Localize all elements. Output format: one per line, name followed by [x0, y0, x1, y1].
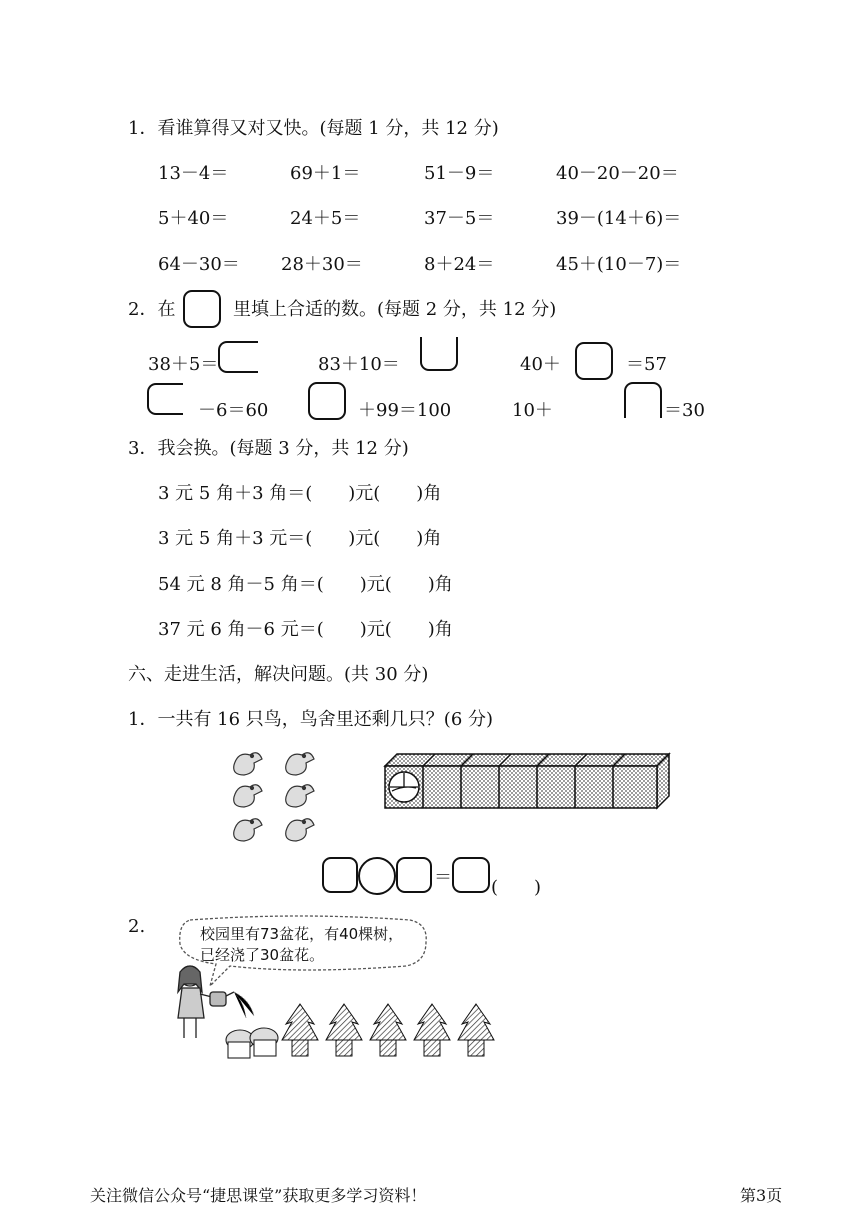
- conversion-problem: 37 元 6 角－6 元＝( )元( )角: [158, 619, 453, 640]
- birds-illustration: [226, 745, 336, 850]
- problem: 64－30＝: [158, 254, 240, 275]
- flower-pots-illustration: [282, 1000, 504, 1062]
- unit-blank[interactable]: ( ): [491, 877, 542, 898]
- birdhouse-illustration: [383, 752, 673, 812]
- page-number: 第3页: [740, 1186, 783, 1205]
- conversion-problem: 3 元 5 角＋3 元＝( )元( )角: [158, 528, 442, 549]
- equation-result-box[interactable]: [452, 857, 490, 893]
- problem: 37－5＝: [424, 208, 495, 229]
- answer-box[interactable]: [575, 342, 613, 380]
- section1-title: 1．看谁算得又对又快。(每题 1 分，共 12 分): [128, 118, 499, 139]
- answer-box[interactable]: [420, 337, 458, 371]
- problem: ＋99＝100: [358, 400, 452, 421]
- problem: 40－20－20＝: [556, 163, 679, 184]
- problem: 51－9＝: [424, 163, 495, 184]
- problem: 28＋30＝: [281, 254, 363, 275]
- problem: 45＋(10－7)＝: [556, 254, 682, 275]
- problem: ＝57: [626, 354, 667, 375]
- problem: 8＋24＝: [424, 254, 495, 275]
- operator-circle[interactable]: [358, 857, 396, 895]
- question1: 1．一共有 16 只鸟，鸟舍里还剩几只？(6 分): [128, 709, 494, 730]
- problem: 13－4＝: [158, 163, 229, 184]
- section3-title: 3．我会换。(每题 3 分，共 12 分): [128, 438, 409, 459]
- problem: 40＋: [520, 354, 561, 375]
- conversion-problem: 3 元 5 角＋3 角＝( )元( )角: [158, 483, 442, 504]
- girl-watering-illustration: [172, 962, 282, 1062]
- footer-note: 关注微信公众号“捷思课堂”获取更多学习资料！: [90, 1186, 427, 1205]
- answer-box[interactable]: [624, 382, 662, 418]
- equals-sign: ＝: [434, 867, 452, 888]
- example-answer-box: [183, 290, 221, 328]
- problem: 39－(14＋6)＝: [556, 208, 682, 229]
- answer-box[interactable]: [308, 382, 346, 420]
- equation-number-box[interactable]: [396, 857, 432, 893]
- section2-title-suffix: 里填上合适的数。(每题 2 分，共 12 分): [233, 299, 557, 320]
- problem: 5＋40＝: [158, 208, 229, 229]
- problem: －6＝60: [198, 400, 269, 421]
- conversion-problem: 54 元 8 角－5 角＝( )元( )角: [158, 574, 453, 595]
- question2-number: 2.: [128, 916, 146, 937]
- section2-title-prefix: 2．在: [128, 299, 176, 320]
- answer-box[interactable]: [147, 383, 183, 415]
- answer-box[interactable]: [218, 341, 258, 373]
- equation-number-box[interactable]: [322, 857, 358, 893]
- problem: 83＋10＝: [318, 354, 400, 375]
- bubble-text-line1: 校园里有73盆花，有40棵树，: [200, 925, 404, 943]
- problem: 10＋: [512, 400, 553, 421]
- part6-title: 六、走进生活，解决问题。(共 30 分): [128, 664, 429, 685]
- problem: 69＋1＝: [290, 163, 361, 184]
- problem: 38＋5＝: [148, 354, 219, 375]
- problem: 24＋5＝: [290, 208, 361, 229]
- bubble-text-line2: 已经浇了30盆花。: [200, 946, 325, 964]
- problem: ＝30: [664, 400, 705, 421]
